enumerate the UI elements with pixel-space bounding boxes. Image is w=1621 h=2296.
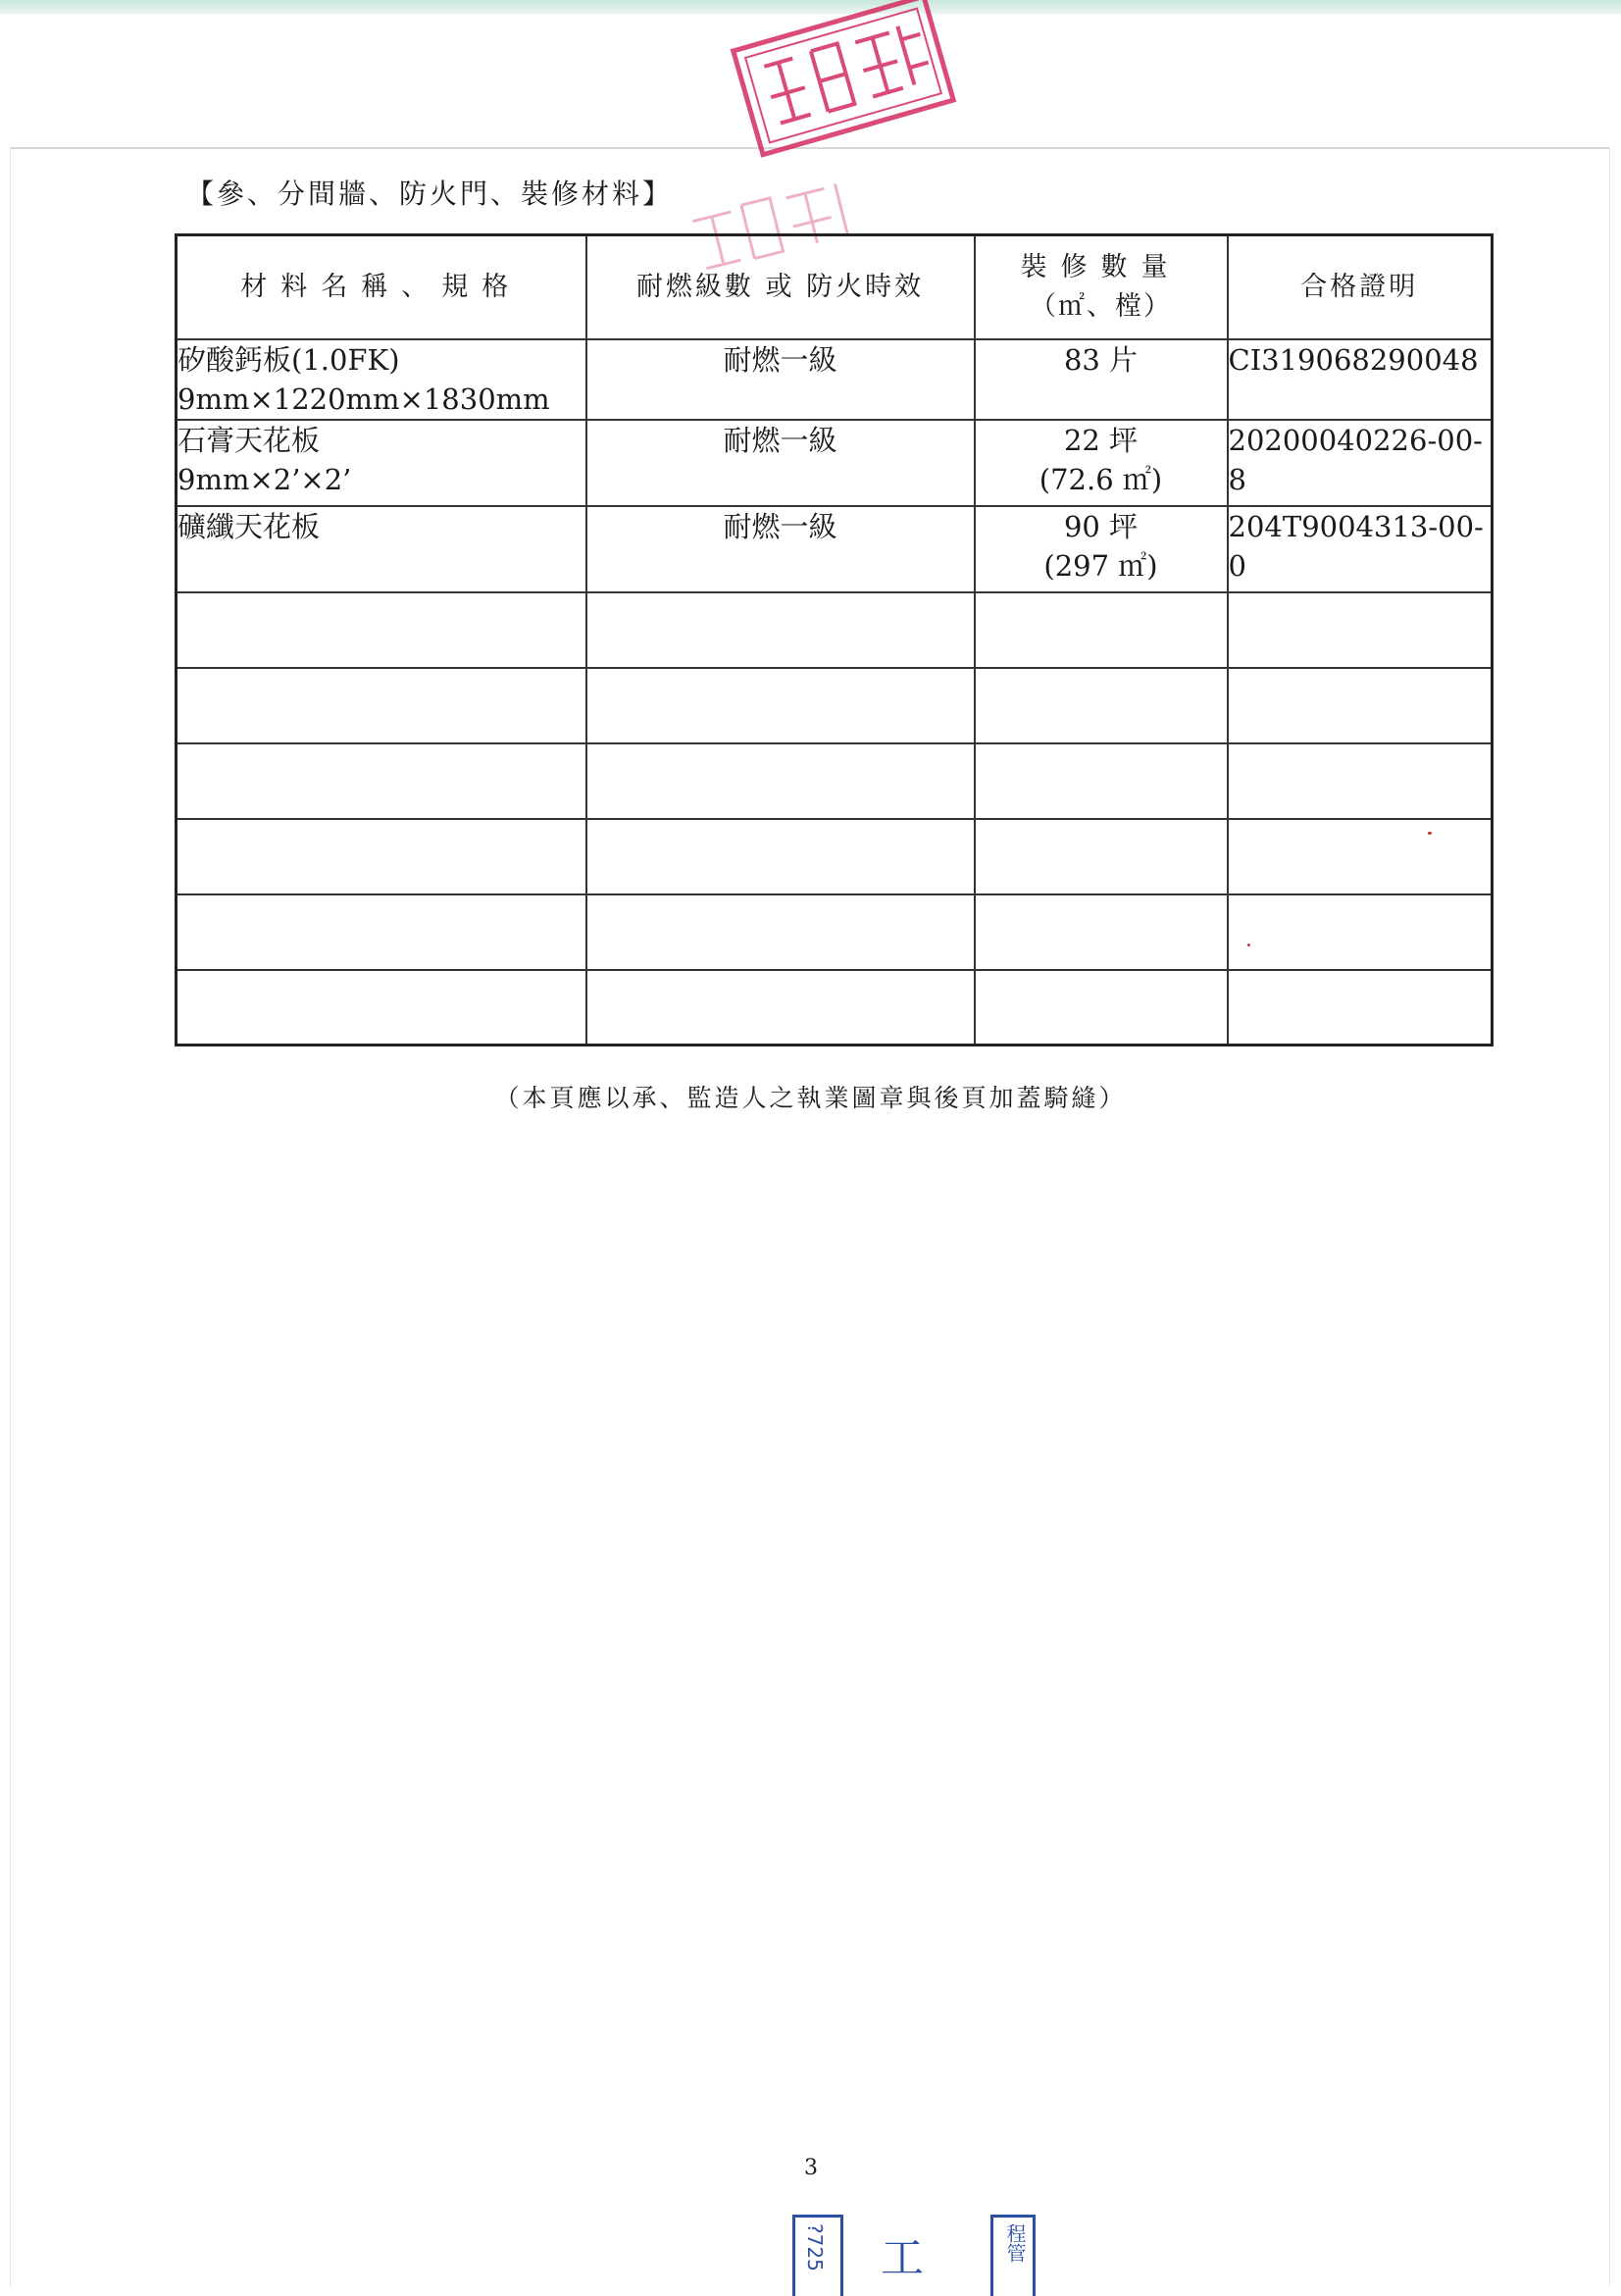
empty-table-row [177,668,1493,743]
header-quantity: 裝修數量 （㎡、樘） [975,235,1228,339]
bottom-seal-right: 程管 [990,2215,1036,2296]
header-fire-rating: 耐燃級數 或 防火時效 [586,235,975,339]
bottom-seal-middle: 工 [881,2233,924,2283]
red-seal-stamp [729,0,958,160]
fire-rating-cell: 耐燃一級 [586,339,975,420]
fire-rating-cell: 耐燃一級 [586,506,975,592]
quantity-cell: 90 坪 (297 ㎡) [975,506,1228,592]
footnote: （本頁應以承、監造人之執業圖章與後頁加蓋騎縫） [494,1084,1127,1112]
top-paper-strip [0,0,1621,14]
material-name-cell: 礦纖天花板 [177,506,586,592]
empty-table-row [177,819,1493,894]
certificate-cell: 20200040226-00-8 [1228,420,1493,506]
header-certificate: 合格證明 [1228,235,1493,339]
certificate-cell: 204T9004313-00-0 [1228,506,1493,592]
material-name-cell: 矽酸鈣板(1.0FK) 9mm×1220mm×1830mm [177,339,586,420]
empty-table-row [177,894,1493,970]
table-row [177,506,1493,592]
table-header-row [177,235,1493,339]
empty-table-row [177,970,1493,1046]
empty-table-row [177,592,1493,668]
quantity-cell: 83 片 [975,339,1228,420]
header-material-name: 材料名稱、規格 [177,235,586,339]
material-name-cell: 石膏天花板 9mm×2’×2’ [177,420,586,506]
quantity-cell: 22 坪 (72.6 ㎡) [975,420,1228,506]
materials-table [175,233,1494,1046]
certificate-cell: CI319068290048 [1228,339,1493,420]
bottom-seal-left: ?725 [792,2215,843,2296]
table-row [177,339,1493,420]
table-row [177,420,1493,506]
section-title: 【參、分間牆、防火門、裝修材料】 [186,178,674,210]
empty-table-row [177,743,1493,819]
ink-speck [1428,832,1432,835]
ink-speck [1247,944,1250,946]
page-number: 3 [804,2156,818,2180]
fire-rating-cell: 耐燃一級 [586,420,975,506]
